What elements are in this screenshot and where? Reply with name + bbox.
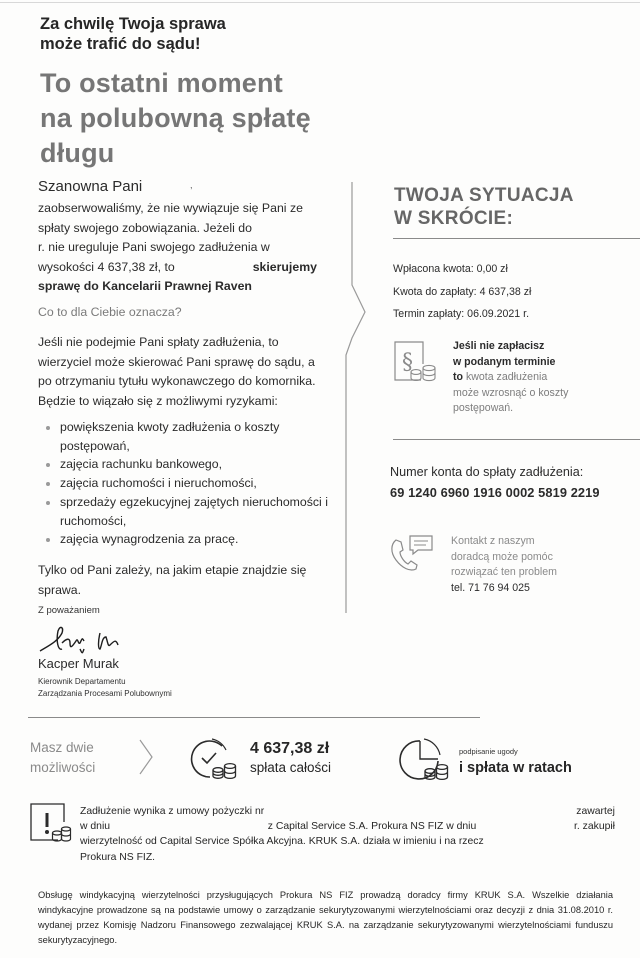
text-line: rozwiązać ten problem [451, 566, 557, 578]
page-title [40, 66, 311, 171]
list-item: zajęcia wynagrodzenia za pracę. [50, 530, 350, 549]
bold-text: skierujemy [252, 259, 317, 274]
amount-text: wysokości 4 637,38 zł, to [38, 259, 175, 274]
text-segment: z Capital Service S.A. Prokura NS FIZ w dniu [267, 821, 477, 833]
text-line: Prokura NS FIZ. [80, 851, 156, 863]
text-line: Będzie to wiązało się z możliwymi ryzykami: [38, 393, 278, 408]
text-line: po otrzymaniu tytułu wykonawczego do komornika. [38, 374, 316, 388]
letter-paragraph-1 [38, 199, 338, 297]
risk-list [38, 418, 350, 549]
greeting-mark: , [190, 180, 193, 190]
summary-title [394, 184, 574, 230]
text-line [80, 804, 615, 819]
chevron-right-icon [138, 738, 154, 776]
text-line [453, 370, 568, 386]
bold-text: to [453, 371, 463, 383]
text-segment: Zadłużenie wynika z umowy pożyczki nr [80, 806, 265, 817]
letter-paragraph-2 [38, 333, 338, 411]
text-line [80, 819, 615, 834]
option-installments-note: podpisanie ugody [459, 747, 518, 756]
options-label [30, 738, 95, 778]
text-line: możliwości [30, 760, 96, 775]
text-line: wierzytelność od Capital Service Spółka Akcyjna. KRUK S.A. działa w imieniu i na rzecz [80, 836, 484, 848]
signer-name: Kacper Murak [38, 656, 119, 671]
text-line: r. nie ureguluje Pani swojego zadłużenia w [38, 240, 270, 254]
text-segment: zawartej [576, 806, 615, 817]
title-line: W SKRÓCIE: [394, 208, 514, 229]
text-segment: w dniu [80, 821, 111, 833]
text-line: Masz dwie [30, 740, 94, 755]
text-segment: r. zakupił [573, 821, 615, 833]
warning-line: Za chwilę Twoja sprawa [40, 15, 226, 33]
legal-footer: Obsługę windykacyjną wierzytelności przysługujących Prokura NS FIZ prowadzą doradcy firmy KRUK S.A. Wszelkie działania windykacyjne prowadzone są na podstawie umowy o zarządzanie sekurytyzowanymi wierzytelnościami oraz decyzji z dnia 31.08.2010 r. wydanej przez Komisję Nadzoru Finansowego zezwalającej KRUK S.A. na zarządzanie sekurytyzowanymi wierzytelnościami funduszu sekurytyzacyjnego. [38, 890, 613, 945]
divider-line [393, 238, 640, 239]
text-line: wierzyciel może skierować Pani sprawę do sądu, a [38, 354, 315, 369]
contact-info [451, 534, 557, 596]
svg-text:§: § [402, 350, 413, 375]
account-number: 69 1240 6960 1916 0002 5819 2219 [390, 485, 600, 500]
pie-coins-icon [398, 737, 450, 783]
column-divider [345, 180, 375, 620]
list-item: sprzedaży egzekucyjnej zajętych nieruchomości i ruchomości, [50, 493, 350, 530]
text-line: Jeśli nie podejmie Pani spłaty zadłużenia, to [38, 335, 279, 349]
grey-text: kwota zadłużenia [463, 371, 548, 383]
option-full-label: spłata całości [250, 760, 332, 775]
warning-headline [40, 14, 226, 54]
text-line: w podanym terminie [453, 355, 556, 368]
closing: Z poważaniem [38, 605, 100, 616]
text-line: spłaty swojego zobowiązania. Jeżeli do [38, 220, 252, 235]
text-line: Kontakt z naszym [451, 535, 535, 547]
role-line: Zarządzania Procesami Polubownymi [38, 688, 172, 698]
due-amount: Kwota do zapłaty: 4 637,38 zł [393, 285, 532, 298]
payment-deadline: Termin zapłaty: 06.09.2021 r. [393, 308, 530, 320]
question-heading: Co to dla Ciebie oznacza? [38, 305, 182, 319]
warning-line: może trafić do sądu! [40, 35, 201, 53]
text-line: Tylko od Pani zależy, na jakim etapie znajdzie się [38, 563, 307, 577]
option-installments-label: i spłata w ratach [459, 760, 572, 776]
text-line: zaobserwowaliśmy, że nie wywiązuje się Pani ze [38, 201, 303, 215]
option-full-amount: 4 637,38 zł [250, 740, 330, 757]
account-label: Numer konta do spłaty zadłużenia: [390, 465, 584, 479]
list-item: zajęcia rachunku bankowego, [50, 455, 350, 474]
paragraph-coins-icon [393, 340, 441, 384]
greeting: Szanowna Pani [38, 178, 143, 195]
list-item: zajęcia ruchomości i nieruchomości, [50, 474, 350, 493]
divider-line [393, 439, 640, 440]
text-line: Jeśli nie zapłacisz [453, 340, 545, 352]
title-line: długu [40, 138, 115, 168]
exclamation-coins-icon [28, 800, 72, 844]
paid-amount: Wpłacona kwota: 0,00 zł [393, 263, 508, 275]
letter-paragraph-3 [38, 561, 338, 600]
loan-info [80, 804, 615, 865]
divider-line [28, 717, 480, 718]
signature [36, 619, 136, 657]
phone-chat-icon [388, 532, 438, 574]
signer-role [38, 676, 172, 699]
text-line: sprawa. [38, 582, 82, 597]
bold-text: sprawę do Kancelarii Prawnej Raven [38, 279, 252, 293]
text-line: postępowań. [453, 402, 514, 414]
title-line: To ostatni moment [40, 68, 283, 98]
title-line: TWOJA SYTUACJA [394, 185, 574, 206]
text-line: może wzrosnąć o koszty [453, 386, 569, 399]
title-line: na polubowną spłatę [40, 103, 311, 133]
role-line: Kierownik Departamentu [38, 677, 126, 686]
summary-details [393, 258, 531, 326]
text-line [38, 258, 338, 278]
list-item: powiększenia kwoty zadłużenia o koszty postępowań, [50, 418, 350, 455]
page-edge [0, 2, 640, 3]
clock-check-coins-icon [188, 736, 238, 782]
warning-note [453, 339, 568, 417]
phone-number: tel. 71 76 94 025 [451, 581, 530, 594]
text-line: doradcą może pomóc [451, 550, 553, 563]
